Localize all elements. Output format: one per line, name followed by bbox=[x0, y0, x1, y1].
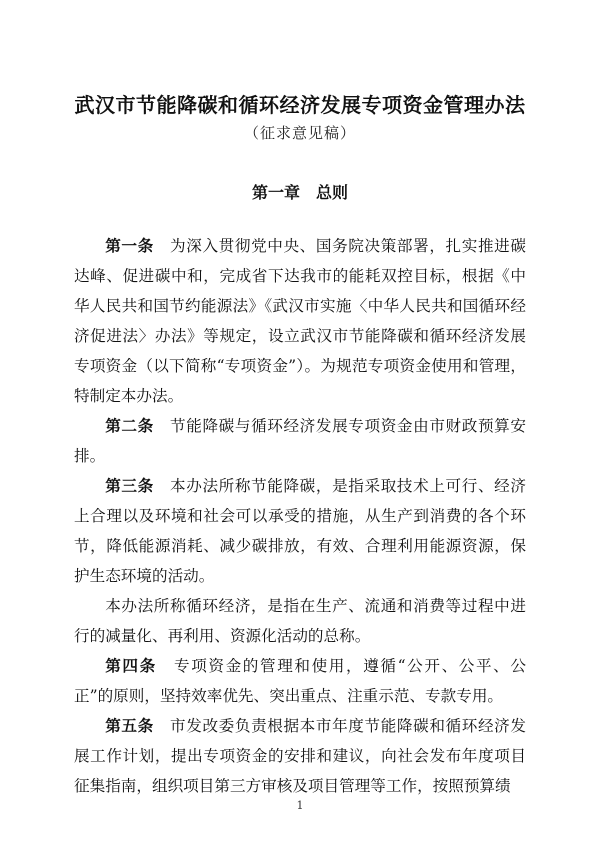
chapter-heading: 第一章 总则 bbox=[251, 183, 348, 202]
article-3 bbox=[74, 471, 526, 591]
document-title: 武汉市节能降碳和循环经济发展专项资金管理办法 bbox=[74, 93, 526, 117]
document-subtitle: （征求意见稿） bbox=[243, 124, 356, 142]
article-1 bbox=[74, 231, 526, 411]
article-text: 本办法所称节能降碳，是指采取技术上可行、经济上合理以及环境和社会可以承受的措施，从生产到消费的各个环节，降低能源消耗、减少碳排放，有效、合理利用能源资源，保护生态环境的活动。 bbox=[74, 477, 526, 585]
article-4 bbox=[74, 651, 526, 711]
document-body bbox=[74, 231, 526, 801]
article-3-continuation bbox=[74, 591, 526, 651]
article-label: 第二条 bbox=[105, 417, 154, 435]
article-text: 专项资金的管理和使用，遵循“公开、公平、公正”的原则，坚持效率优先、突出重点、注重示范、专款专用。 bbox=[74, 657, 526, 705]
article-label: 第一条 bbox=[105, 237, 154, 255]
article-5 bbox=[74, 711, 526, 801]
page-number: 1 bbox=[296, 799, 304, 812]
article-label: 第五条 bbox=[105, 717, 154, 735]
article-2 bbox=[74, 411, 526, 471]
article-text: 为深入贯彻党中央、国务院决策部署，扎实推进碳达峰、促进碳中和，完成省下达我市的能耗双控目标，根据《中华人民共和国节约能源法》《武汉市实施〈中华人民共和国循环经济促进法〉办法》等规定，设立武汉市节能降碳和循环经济发展专项资金（以下简称“专项资金”）。为规范专项资金使用和管理，特制定本办法。 bbox=[74, 237, 526, 405]
article-text: 本办法所称循环经济，是指在生产、流通和消费等过程中进行的减量化、再利用、资源化活动的总称。 bbox=[74, 597, 526, 645]
article-label: 第三条 bbox=[105, 477, 154, 495]
article-text: 市发改委负责根据本市年度节能降碳和循环经济发展工作计划，提出专项资金的安排和建议，向社会发布年度项目征集指南，组织项目第三方审核及项目管理等工作，按照预算绩 bbox=[74, 717, 526, 795]
article-label: 第四条 bbox=[105, 657, 157, 675]
article-text: 节能降碳与循环经济发展专项资金由市财政预算安排。 bbox=[74, 417, 526, 465]
